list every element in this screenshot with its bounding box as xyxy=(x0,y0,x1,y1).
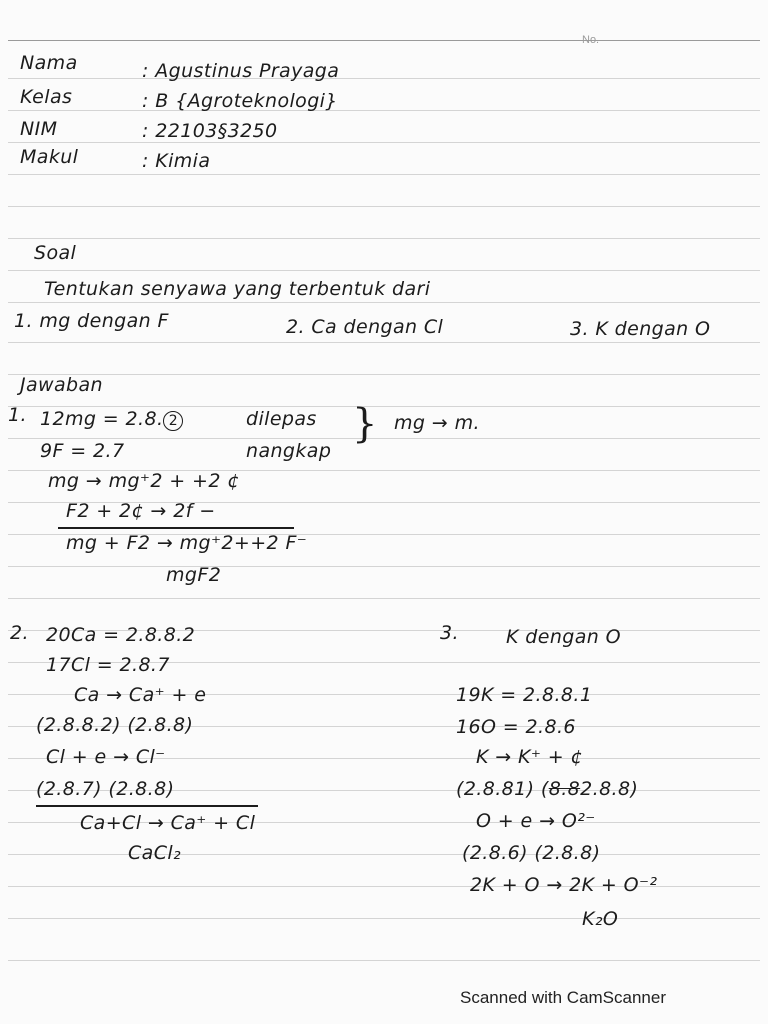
page-rule xyxy=(8,374,760,375)
page-rule xyxy=(8,406,760,407)
answer-2-line-1: 20Ca = 2.8.8.2 xyxy=(46,624,196,646)
answer-3-result: K₂O xyxy=(582,908,619,930)
makul-label: Makul xyxy=(20,146,79,168)
sum-underline xyxy=(36,805,258,807)
page-rule xyxy=(8,302,760,303)
soal-title: Soal xyxy=(34,242,77,264)
answer-2-line-5: Cl + e → Cl⁻ xyxy=(46,746,166,768)
page-rule xyxy=(8,142,760,143)
answer-3-number: 3. xyxy=(440,622,459,644)
answer-3-config-k: (2.8.81) ( xyxy=(456,778,549,800)
answer-3-line-6: (2.8.6) (2.8.8) xyxy=(462,842,601,864)
answer-1-line-4: F2 + 2¢ → 2f − xyxy=(66,500,216,522)
answer-1-line-5: mg + F2 → mg⁺2++2 F⁻ xyxy=(66,532,308,554)
struck-out-text: 8.8 xyxy=(548,778,581,800)
kelas-value: : B {Agroteknologi} xyxy=(142,90,338,112)
nim-label: NIM xyxy=(20,118,58,140)
question-1: 1. mg dengan F xyxy=(14,310,169,332)
answer-2-line-3: Ca → Ca⁺ + e xyxy=(74,684,207,706)
nim-value: : 22103§3250 xyxy=(142,120,278,142)
page-rule xyxy=(8,598,760,599)
answer-1-brace-note: mg → m. xyxy=(394,412,480,434)
page-rule xyxy=(8,566,760,567)
answer-3-config-k-ion: 2.8.8) xyxy=(580,778,639,800)
answer-3-title: K dengan O xyxy=(506,626,622,648)
question-3: 3. K dengan O xyxy=(570,318,711,340)
answer-2-result: CaCl₂ xyxy=(128,842,182,864)
makul-value: : Kimia xyxy=(142,150,211,172)
page-rule xyxy=(8,110,760,111)
answer-1-note-dilepas: dilepas xyxy=(246,408,317,430)
question-2: 2. Ca dengan Cl xyxy=(286,316,444,338)
page-number-label: No. xyxy=(582,34,600,46)
page-rule xyxy=(8,342,760,343)
answer-3-line-4 xyxy=(456,778,638,800)
answer-2-line-2: 17Cl = 2.8.7 xyxy=(46,654,170,676)
page-rule xyxy=(8,206,760,207)
answer-2-number: 2. xyxy=(10,622,29,644)
answer-3-line-1: 19K = 2.8.8.1 xyxy=(456,684,593,706)
curly-brace: } xyxy=(352,401,378,447)
page-rule xyxy=(8,854,760,855)
page-rule xyxy=(8,40,760,41)
circled-electron-count: 2 xyxy=(163,411,183,431)
answer-1-line-1 xyxy=(40,408,183,431)
answer-3-line-7: 2K + O → 2K + O⁻² xyxy=(470,874,658,896)
page-rule xyxy=(8,438,760,439)
jawaban-title: Jawaban xyxy=(20,374,103,396)
nama-label: Nama xyxy=(20,52,78,74)
answer-2-line-7: Ca+Cl → Ca⁺ + Cl xyxy=(80,812,256,834)
kelas-label: Kelas xyxy=(20,86,73,108)
page-rule xyxy=(8,960,760,961)
answer-1-line-3: mg → mg⁺2 + +2 ¢ xyxy=(48,470,240,492)
answer-3-line-5: O + e → O²⁻ xyxy=(476,810,596,832)
answer-1-number: 1. xyxy=(8,404,27,426)
page-rule xyxy=(8,238,760,239)
answer-2-line-6: (2.8.7) (2.8.8) xyxy=(36,778,175,800)
soal-instruction: Tentukan senyawa yang terbentuk dari xyxy=(44,278,431,300)
answer-3-line-3: K → K⁺ + ¢ xyxy=(476,746,584,768)
page-rule xyxy=(8,918,760,919)
scanner-watermark: Scanned with CamScanner xyxy=(460,988,667,1007)
page-rule xyxy=(8,78,760,79)
answer-1-result: mgF2 xyxy=(166,564,222,586)
answer-3-line-2: 16O = 2.8.6 xyxy=(456,716,576,738)
page-rule xyxy=(8,270,760,271)
nama-value: : Agustinus Prayaga xyxy=(142,60,340,82)
answer-2-line-4: (2.8.8.2) (2.8.8) xyxy=(36,714,194,736)
answer-1-line-2: 9F = 2.7 xyxy=(40,440,125,462)
page-rule xyxy=(8,174,760,175)
answer-1-config-mg: 12mg = 2.8. xyxy=(40,408,164,430)
answer-1-note-nangkap: nangkap xyxy=(246,440,332,462)
sum-underline xyxy=(58,527,294,529)
